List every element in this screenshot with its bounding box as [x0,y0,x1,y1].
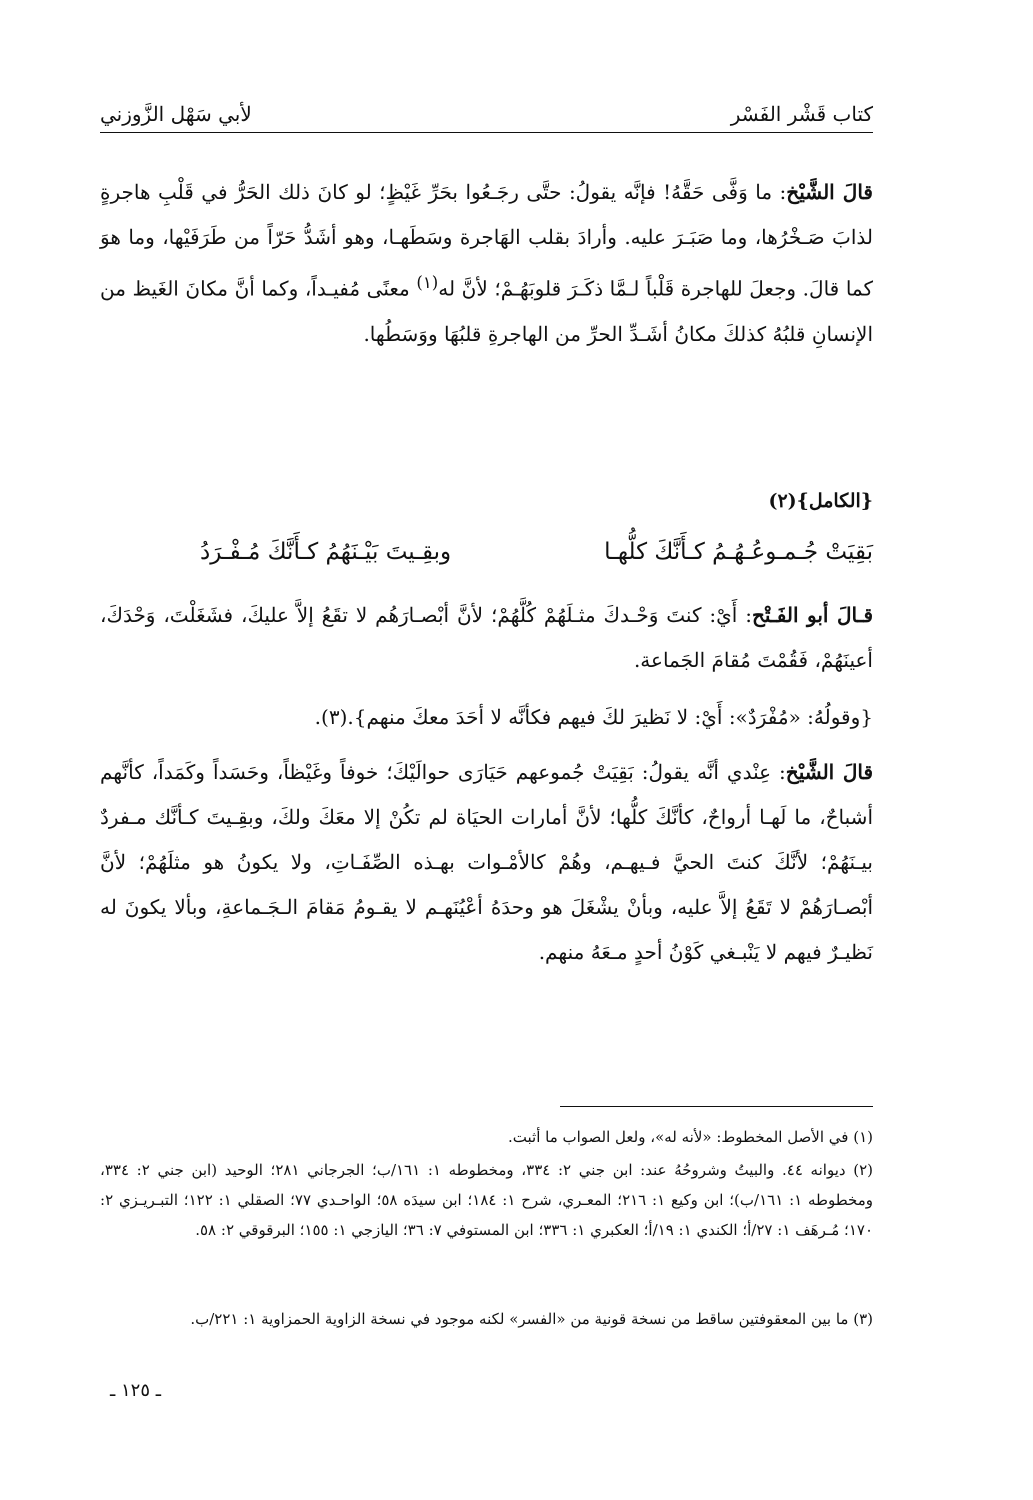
footnote-ref: (١) [416,273,439,292]
speaker-label: قالَ الشَّيْخ [785,760,874,784]
page-number: ـ ١٢٥ ـ [110,1380,162,1401]
paragraph-text: {وقولُهُ: «مُفْرَدٌ»: أَيْ: لا نَظيرَ لكَ فيهم فكأنَّه لا أحَدَ معكَ منهم}.(٣). [314,705,873,729]
footnote-rule [560,1106,873,1107]
paragraph-text: : ما وَفَّى حَقَّهُ! فإنَّه يقولُ: حتَّى رجَـعُوا بحَرِّ غَيْظٍ؛ لو كانَ ذلك الحَرُّ في قَلْبِ هاجرةٍ لذابَ صَـخْرُها، وما صَبَـرَ عليه. وأرادَ بقلب الهَاجرة وسَطَهـا، وهو أشَدُّ حَرّاً من طَرَفَيْها، وما هوَ كما قالَ. وجعلَ للهاجرة قَلْباً لـمَّا ذكَـرَ قلوبَهُـمْ؛ لأنَّ له [100,180,873,301]
paragraph-abu-alfath [100,593,873,683]
paragraph-text: : أَيْ: كنتَ وَحْـدكَ مثـلَهُمْ كُلَّهُمْ؛ لأنَّ أبْصـارَهُم لا تقَعُ إلاَّ عليكَ، فشَغَلْتَ، وَحْدَكَ، أعينَهُمْ، فَقُمْتَ مُقامَ الجَماعة. [100,603,873,672]
paragraph-sheikh-1 [100,170,873,357]
verse-hemistich-1: بَقِيَتْ جُـمـوعُـهُـمُ كـأَنَّكَ كلُّهـا [604,539,873,565]
header-rule [100,132,873,133]
speaker-label: قالَ الشَّيْخ [786,180,873,204]
paragraph-sheikh-2 [100,750,873,975]
verse-line [200,533,873,583]
paragraph-text-cont: معنًى مُفيـداً، وكما أنَّ مكانَ الغَيظ من الإنسانِ قلبُهُ كذلكَ مكانُ أشَـدِّ الحرِّ من الهاجرةِ قلبُهَا ووَسَطُها. [100,276,873,346]
paragraph-bracketed [100,695,873,740]
footnote-1: (١) في الأصل المخطوط: «لأنه له»، ولعل الصواب ما أثبت. [508,1128,873,1146]
speaker-label: قـالَ أبو الفَـتْح [751,603,873,627]
footnote-2: (٢) ديوانه ٤٤. والبيتُ وشروحُهُ عند: ابن جني ٢: ٣٣٤، ومخطوطه ١: ١٦١/ب؛ الجرجاني ٢٨١؛ الوحيد (ابن جني ٢: ٣٣٤، ومخطوطه ١: ١٦١/ب)؛ ابن وكيع ١: ٢١٦؛ المعـري، شرح ١: ١٨٤؛ ابن سيدَه ٥٨؛ الواحـدي ٧٧؛ الصقلي ١: ١٢٢؛ التبـريـزي ٢: ١٧٠؛ مُـرهَف ١: ٢٧/أ؛ الكندي ١: ١٩/أ؛ العكبري ١: ٣٣٦؛ ابن المستوفي ٧: ٣٦؛ اليازجي ١: ١٥٥؛ البرقوقي ٢: ٥٨. [100,1161,873,1239]
verse-meter: {الكامل}(٢) [768,490,873,512]
author-name: لأبي سَهْل الزَّوزني [100,102,252,126]
paragraph-text: : عِنْدي أنَّه يقولُ: بَقِيَتْ جُموعهم حَيَارَى حوالَيْكَ؛ خوفاً وغَيْظاً، وحَسَداً وكَمَداً، كأنَّهم أشباحٌ، ما لَهـا أرواحٌ، كأنَّكَ كلُّها؛ لأنَّ أمارات الحيَاة لم تكُنْ إلا معَكَ ولكَ، وبقِـيتَ كـأنَّك مـفردٌ بيـنَهُمْ؛ لأنَّكَ كنتَ الحيَّ فـيهـم، وهُمْ كالأمْـوات بهـذه الصِّفَـاتِ، ولا يكونُ هو مثلَهُمْ؛ لأنَّ أبْصـارَهُمْ لا تَقَعُ إلاَّ عليه، وبأنْ يشْغَلَ هو وحدَهُ أعْيُنَهـم لا يقـومُ مَقامَ الـجَـماعةِ، وبألا يكونَ له نَظيـرٌ فيهم لا يَنْبـغي كَوْنُ أحدٍ مـعَهُ منهم. [100,760,873,964]
footnote-3: (٣) ما بين المعقوفتين ساقط من نسخة قونية من «الفسر» لكنه موجود في نسخة الزاوية الحمزاوية ١: ٢٢١/ب. [190,1310,873,1328]
verse-hemistich-2: وبقِـيتَ بَيْـنَهُمُ كـأَنَّكَ مُـفْـرَدُ [200,539,452,565]
running-head [100,96,873,136]
book-title: كتاب قَشْر الفَسْر [730,102,873,126]
